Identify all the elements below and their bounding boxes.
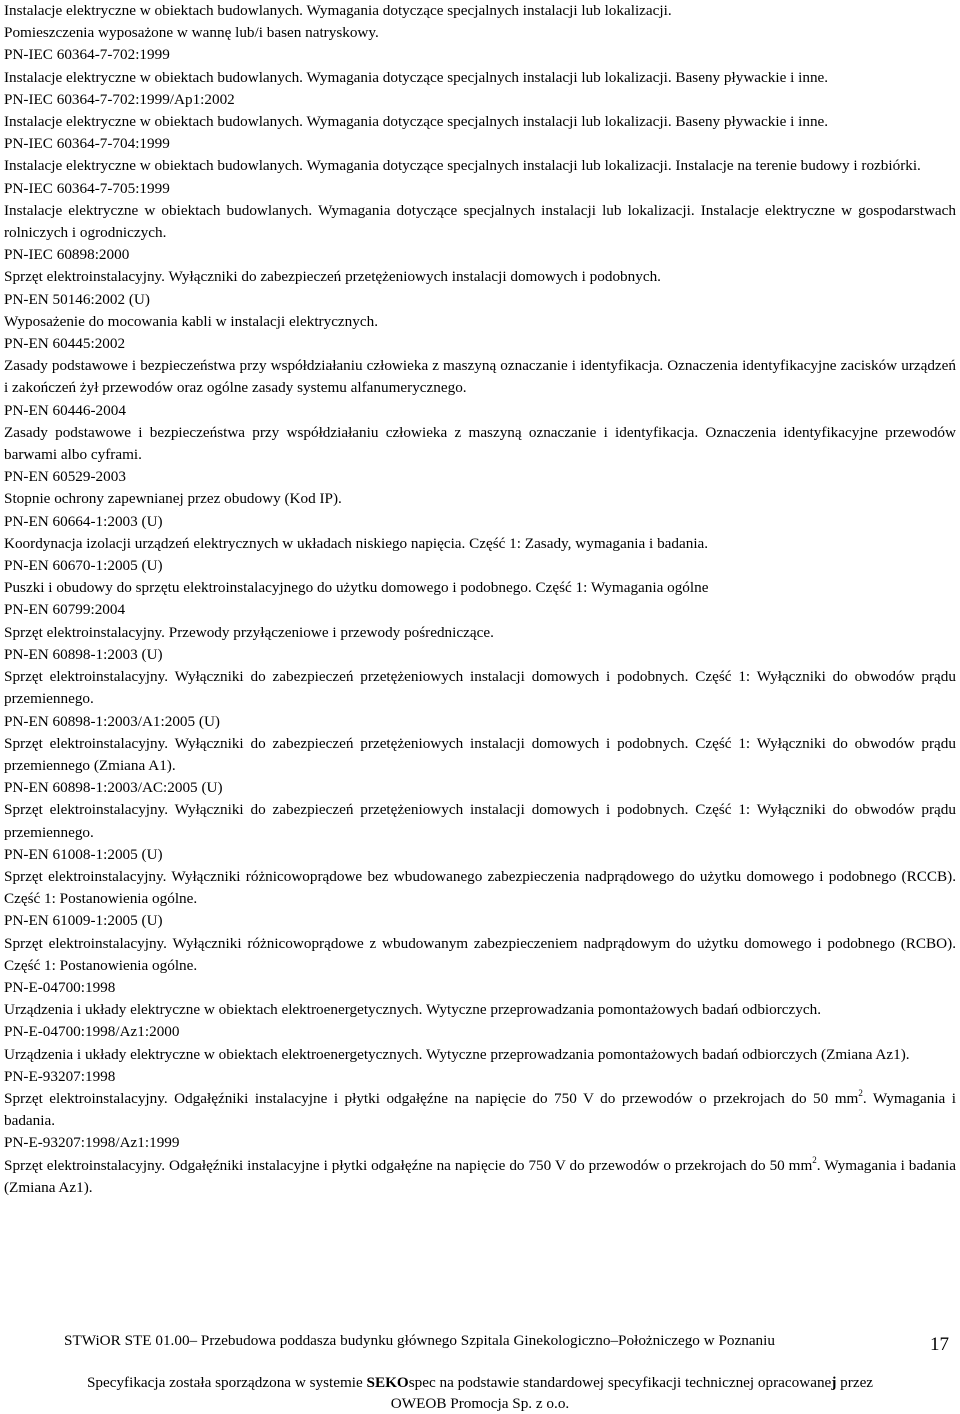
standard-description: Stopnie ochrony zapewnianej przez obudowy (Kod IP). <box>4 490 342 508</box>
standard-code: PN-E-93207:1998 <box>4 1067 116 1085</box>
standard-description: Instalacje elektryczne w obiektach budowlanych. Wymagania dotyczące specjalnych instalacji lub lokalizacji. Baseny pływackie i inne. <box>4 68 829 86</box>
standard-entry <box>4 289 956 333</box>
standard-entry <box>4 244 956 288</box>
standard-code: PN-EN 61008-1:2005 (U) <box>4 845 163 863</box>
standard-code: PN-E-04700:1998/Az1:2000 <box>4 1023 180 1041</box>
standard-entry <box>4 1066 956 1133</box>
standard-entry <box>4 599 956 643</box>
specification-note-line-2: OWEOB Promocja Sp. z o.o. <box>390 1395 570 1412</box>
standard-description: Zasady podstawowe i bezpieczeństwa przy współdziałaniu człowieka z maszyną oznaczanie i identyfikacja. Oznaczenia identyfikacyjne zacisków urządzeń i zakończeń żył przewodów oraz ogólne zasady systemu alfanumerycznego. <box>4 357 956 397</box>
standard-code: PN-EN 60898-1:2003/A1:2005 (U) <box>4 712 220 730</box>
standard-code: PN-EN 61009-1:2005 (U) <box>4 912 163 930</box>
standard-code: PN-IEC 60364-7-702:1999/Ap1:2002 <box>4 90 235 108</box>
standard-description: Sprzęt elektroinstalacyjny. Odgałęźniki instalacyjne i płytki odgałęźne na napięcie do 750 V do przewodów o przekrojach do 50 $mm^2$. Wymagania i badania (Zmiana Az1). <box>4 1154 956 1196</box>
standard-entry <box>4 555 956 599</box>
standard-description: Puszki i obudowy do sprzętu elektroinstalacyjnego do użytku domowego i podobnego. Część 1: Wymagania ogólne <box>4 579 709 597</box>
standard-code: PN-IEC 60364-7-704:1999 <box>4 135 170 153</box>
standard-code: PN-EN 60664-1:2003 (U) <box>4 512 163 530</box>
standard-entry <box>4 178 956 245</box>
standard-description: Sprzęt elektroinstalacyjny. Wyłączniki różnicowoprądowe z wbudowanym zabezpieczeniem nadprądowym do użytku domowego i podobnego (RCBO). Część 1: Postanowienia ogólne. <box>4 934 956 974</box>
standard-description: Sprzęt elektroinstalacyjny. Wyłączniki do zabezpieczeń przetężeniowych instalacji domowych i podobnych. Część 1: Wyłączniki do obwodów prądu przemiennego. <box>4 668 956 708</box>
superscript: 2 <box>812 1154 817 1165</box>
standard-entry <box>4 777 956 844</box>
intro-line-1: Instalacje elektryczne w obiektach budowlanych. Wymagania dotyczące specjalnych instalacji lub lokalizacji. <box>4 2 672 19</box>
standard-description: Sprzęt elektroinstalacyjny. Przewody przyłączeniowe i przewody pośredniczące. <box>4 623 494 641</box>
footer-title: STWiOR STE 01.00– Przebudowa poddasza budynku głównego Szpitala Ginekologiczno–Położniczego w Poznaniu <box>64 1332 775 1349</box>
standard-code: PN-EN 60529-2003 <box>4 468 126 486</box>
standard-entry <box>4 511 956 555</box>
standard-description: Sprzęt elektroinstalacyjny. Odgałęźniki instalacyjne i płytki odgałęźne na napięcie do 750 V do przewodów o przekrojach do 50 $mm^2$. Wymagania i badania. <box>4 1087 956 1130</box>
standard-description: Sprzęt elektroinstalacyjny. Wyłączniki do zabezpieczeń przetężeniowych instalacji domowych i podobnych. Część 1: Wyłączniki do obwodów prądu przemiennego (Zmiana A1). <box>4 734 956 774</box>
standard-entry <box>4 910 956 977</box>
standard-entry <box>4 333 956 400</box>
standard-code: PN-EN 60445:2002 <box>4 335 126 353</box>
standard-description: Sprzęt elektroinstalacyjny. Wyłączniki różnicowoprądowe bez wbudowanego zabezpieczenia nadprądowego do użytku domowego i podobnego (RCCB). Część 1: Postanowienia ogólne. <box>4 867 956 908</box>
standard-code: PN-EN 60898-1:2003 (U) <box>4 645 163 663</box>
specification-note-line-1: Specyfikacja została sporządzona w systemie SEKOspec na podstawie standardowej specyfikacji technicznej opracowanej przez <box>86 1374 874 1391</box>
standard-description: Sprzęt elektroinstalacyjny. Wyłączniki do zabezpieczeń przetężeniowych instalacji domowych i podobnych. <box>4 268 661 286</box>
standard-code: PN-EN 60799:2004 <box>4 601 126 619</box>
standard-code: PN-EN 60446-2004 <box>4 401 126 419</box>
standard-entry <box>4 844 956 911</box>
standard-description: Urządzenia i układy elektryczne w obiektach elektroenergetycznych. Wytyczne przeprowadzania pomontażowych badań odbiorczych. <box>4 1001 822 1019</box>
standard-entry <box>4 1021 956 1065</box>
standard-description: Zasady podstawowe i bezpieczeństwa przy współdziałaniu człowieka z maszyną oznaczanie i identyfikacja. Oznaczenia identyfikacyjne przewodów barwami albo cyframi. <box>4 423 956 464</box>
standard-code: PN-IEC 60364-7-702:1999 <box>4 46 170 64</box>
standard-description: Instalacje elektryczne w obiektach budowlanych. Wymagania dotyczące specjalnych instalacji lub lokalizacji. Baseny pływackie i inne. <box>4 113 829 131</box>
standard-code: PN-E-93207:1998/Az1:1999 <box>4 1134 180 1152</box>
standard-description: Instalacje elektryczne w obiektach budowlanych. Wymagania dotyczące specjalnych instalacji lub lokalizacji. Instalacje na terenie budowy i rozbiórki. <box>4 157 921 175</box>
standard-code: PN-EN 60898-1:2003/AC:2005 (U) <box>4 779 223 797</box>
superscript: 2 <box>858 1087 863 1098</box>
specification-note <box>0 1372 960 1414</box>
standard-entry <box>4 644 956 711</box>
standard-code: PN-IEC 60898:2000 <box>4 246 130 264</box>
standard-code: PN-EN 60670-1:2005 (U) <box>4 557 163 575</box>
standard-code: PN-EN 50146:2002 (U) <box>4 290 150 308</box>
intro-line-2: Pomieszczenia wyposażone w wannę lub/i basen natryskowy. <box>4 24 379 42</box>
standard-entry <box>4 711 956 778</box>
standard-description: Instalacje elektryczne w obiektach budowlanych. Wymagania dotyczące specjalnych instalacji lub lokalizacji. Instalacje elektryczne w gospodarstwach rolniczych i ogrodniczych. <box>4 201 956 242</box>
standard-description: Wyposażenie do mocowania kabli w instalacji elektrycznych. <box>4 312 378 330</box>
standard-entry <box>4 44 956 88</box>
standard-entry <box>4 133 956 177</box>
document-body <box>4 0 956 1199</box>
standards-list <box>4 44 956 1199</box>
standard-description: Sprzęt elektroinstalacyjny. Wyłączniki do zabezpieczeń przetężeniowych instalacji domowych i podobnych. Część 1: Wyłączniki do obwodów prądu przemiennego. <box>4 801 956 841</box>
standard-entry <box>4 1132 956 1199</box>
standard-code: PN-E-04700:1998 <box>4 978 116 996</box>
standard-description: Urządzenia i układy elektryczne w obiektach elektroenergetycznych. Wytyczne przeprowadzania pomontażowych badań odbiorczych (Zmiana Az1). <box>4 1045 910 1063</box>
page-number: 17 <box>930 1334 949 1355</box>
standard-entry <box>4 466 956 510</box>
standard-entry <box>4 89 956 133</box>
standard-description: Koordynacja izolacji urządzeń elektrycznych w układach niskiego napięcia. Część 1: Zasady, wymagania i badania. <box>4 534 709 552</box>
standard-entry <box>4 400 956 467</box>
standard-code: PN-IEC 60364-7-705:1999 <box>4 179 170 197</box>
standard-entry <box>4 977 956 1021</box>
